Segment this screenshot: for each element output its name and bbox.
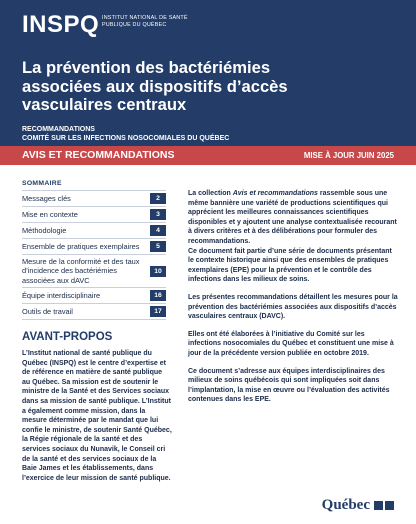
paragraph-spacer: [188, 359, 398, 367]
avant-propos-text: L’Institut national de santé publique du Québec (INSPQ) est le centre d’expertise et de référence en matière de santé publique au Québec. Sa mission est de soutenir le ministre de la Santé et des Services sociaux dans sa mission de santé publique. L’Institut a également comme mission, dans la mesure déterminée par le mandat que lui confie le ministre, de soutenir Santé Québec, la Régie régionale de la santé et des services sociaux du Nunavik, le Conseil cri de la santé et des services sociaux de la Baie James et les établissements, dans l’exercice de leur mission de santé publique.: [22, 350, 172, 482]
toc-item-label: Équipe interdisciplinaire: [22, 291, 101, 301]
toc-item[interactable]: [22, 288, 166, 304]
toc-item-label: Messages clés: [22, 193, 71, 203]
toc-page-number: 4: [150, 225, 166, 236]
toc-item[interactable]: [22, 191, 166, 207]
logo-institute-name: INSTITUT NATIONAL DE SANTÉ PUBLIQUE DU QUÉBEC: [102, 15, 188, 28]
toc-item[interactable]: [22, 207, 166, 223]
quebec-wordmark: Québec: [321, 496, 370, 513]
toc-item-label: Méthodologie: [22, 225, 67, 235]
toc-page-number: 10: [150, 266, 166, 277]
toc-page-number: 17: [150, 306, 166, 317]
toc-page-number: 3: [150, 209, 166, 220]
purpose-paragraph: Les présentes recommandations détaillent les mesures pour la prévention des bactériémies associées aux dispositifs d’accès vasculaires centraux (DAVC).: [188, 293, 398, 321]
logo-wordmark: INSPQ: [22, 11, 100, 38]
collection-paragraph-start: La collection: [188, 190, 233, 197]
document-subtitle: [22, 125, 229, 143]
toc-item[interactable]: [22, 255, 166, 288]
toc-page-number: 16: [150, 290, 166, 301]
subtitle-line-1: RECOMMANDATIONS: [22, 126, 95, 133]
collection-paragraph-end: rassemble sous une même bannière une variété de productions scientifiques qui apprécient les meilleures connaissances scientifiques disponibles et y ajoutent une analyse contextualisée recourant à divers critères et à des délibérations pour formuler des recommandations.: [188, 190, 397, 245]
introduction-column: [188, 189, 398, 405]
collection-paragraph: [188, 189, 398, 247]
document-title: La prévention des bactériémies associées aux dispositifs d’accès vasculaires centraux: [22, 58, 288, 114]
collection-ribbon: [0, 146, 416, 165]
paragraph-spacer: [188, 285, 398, 293]
toc-item-label: Outils de travail: [22, 307, 73, 317]
quebec-logo: [322, 496, 394, 514]
toc-item[interactable]: [22, 239, 166, 255]
update-date: MISE À JOUR JUIN 2025: [303, 151, 394, 160]
toc-heading: SOMMAIRE: [22, 180, 166, 191]
toc-item-label: Mesure de la conformité et des taux d’incidence des bactériémies associées aux dAVC: [22, 257, 140, 285]
collection-name: AVIS ET RECOMMANDATIONS: [22, 149, 175, 161]
toc-item[interactable]: [22, 304, 166, 320]
toc-item[interactable]: [22, 223, 166, 239]
fleur-de-lys-icon: [374, 501, 394, 510]
audience-paragraph: Ce document s’adresse aux équipes interdisciplinaires des milieux de soins québécois qui sont impliquées soit dans l’implantation, la mise en œuvre ou l’évaluation des activités contenues dans les EPE.: [188, 367, 390, 404]
toc-item-label: Ensemble de pratiques exemplaires: [22, 241, 140, 251]
series-paragraph: Ce document fait partie d’une série de documents présentant le contexte historique ainsi que des ensembles de pratiques exemplaires (EPE) pour la prévention et le contrôle des infections dans les milieux de soins.: [188, 247, 392, 284]
toc-page-number: 2: [150, 193, 166, 204]
subtitle-line-2: COMITÉ SUR LES INFECTIONS NOSOCOMIALES DU QUÉBEC: [22, 135, 230, 142]
toc-page-number: 5: [150, 241, 166, 252]
history-paragraph: Elles ont été élaborées à l’initiative du Comité sur les infections nosocomiales du Québec et constituent une mise à jour de la précédente version publiée en octobre 2019.: [188, 330, 394, 357]
paragraph-spacer: [188, 322, 398, 330]
toc-item-label: Mise en contexte: [22, 209, 78, 219]
header-banner: [0, 0, 416, 146]
table-of-contents: [22, 180, 166, 320]
collection-name-italic: Avis et recommandations: [232, 190, 318, 197]
avant-propos-heading: AVANT-PROPOS: [22, 331, 113, 343]
